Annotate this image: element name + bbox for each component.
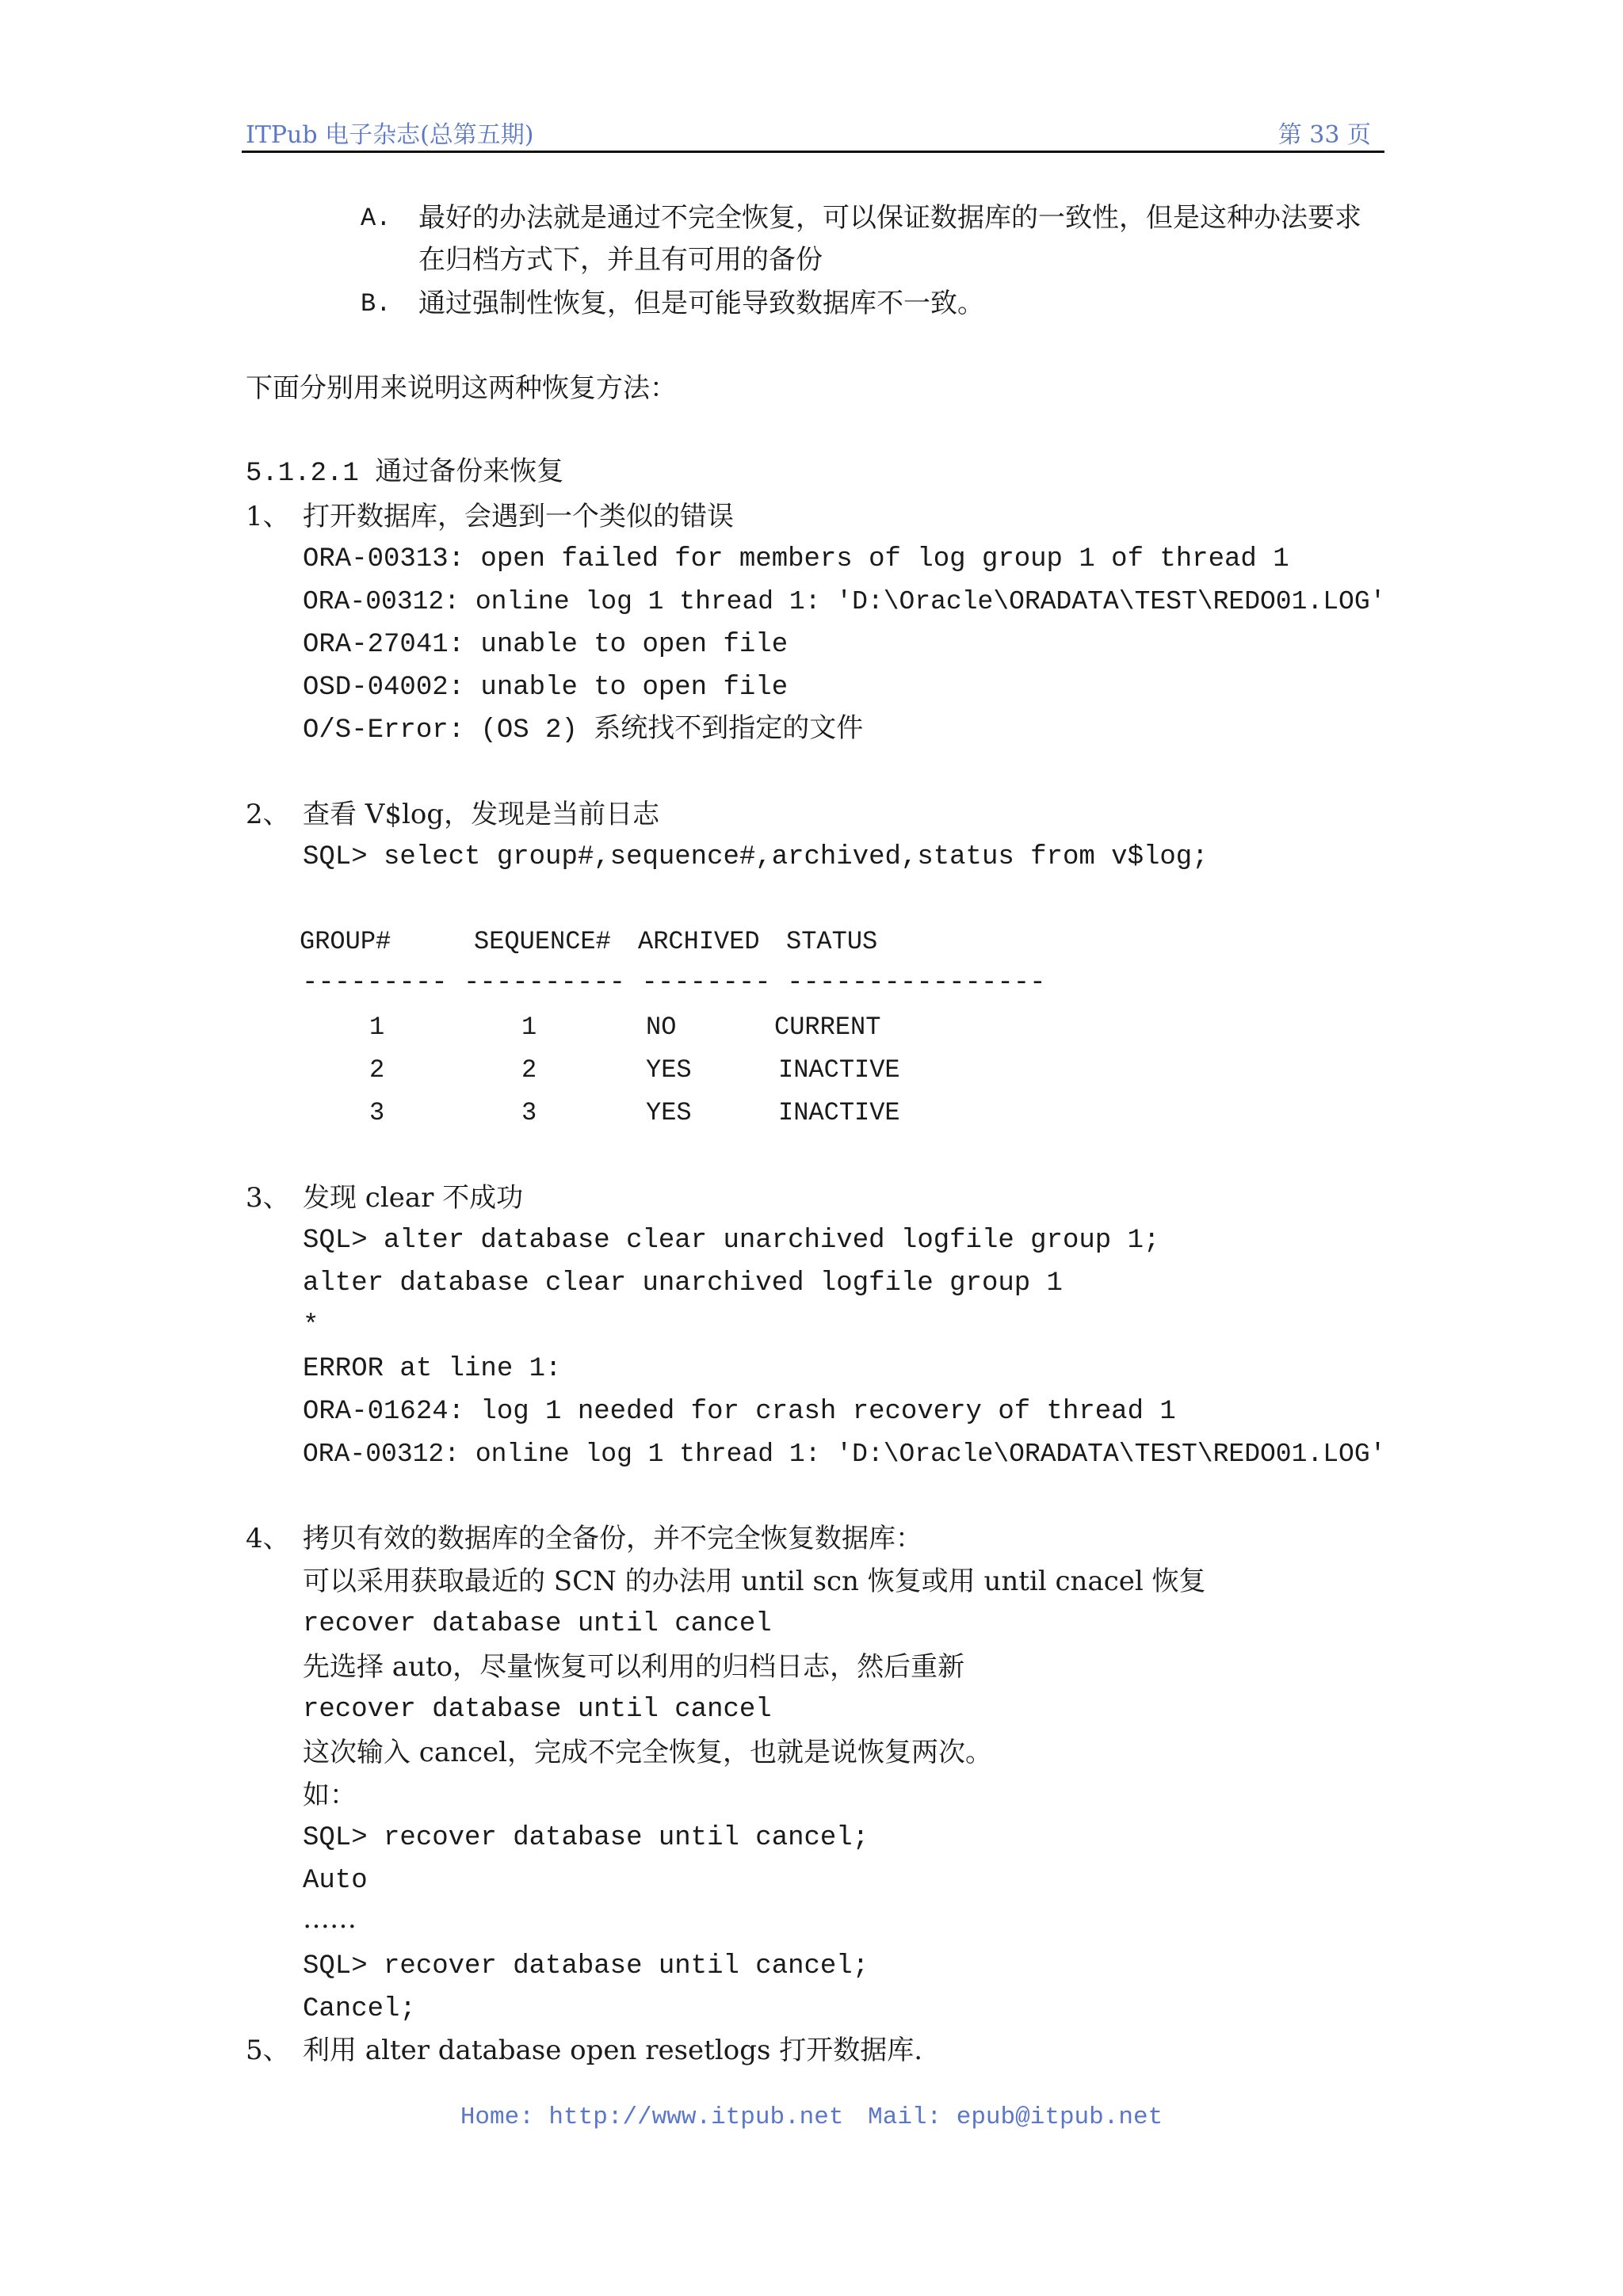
step3-line-2: alter database clear unarchived logfile group 1 xyxy=(303,1268,1063,1299)
table-cell: YES xyxy=(646,1098,692,1127)
step3-line-5: ORA-01624: log 1 needed for crash recovery of thread 1 xyxy=(303,1397,1176,1427)
option-b-mark: B. xyxy=(361,289,391,318)
table-header-status: STATUS xyxy=(786,927,878,956)
page-number: 第 33 页 xyxy=(1277,121,1371,149)
step1-error-5: O/S-Error: (OS 2) 系统找不到指定的文件 xyxy=(303,715,864,746)
step1-error-3: ORA-27041: unable to open file xyxy=(303,630,789,660)
table-cell: NO xyxy=(646,1013,677,1042)
step4-number: 4、 xyxy=(246,1523,290,1554)
header-title: ITPub 电子杂志(总第五期) xyxy=(246,121,534,149)
step1-error-4: OSD-04002: unable to open file xyxy=(303,673,789,703)
step5-number: 5、 xyxy=(246,2035,290,2066)
step3-number: 3、 xyxy=(246,1182,290,1214)
table-header-group: GROUP# xyxy=(300,927,391,956)
option-a-line1: 最好的办法就是通过不完全恢复，可以保证数据库的一致性，但是这种办法要求 xyxy=(418,202,1361,234)
step5-title: 利用 alter database open resetlogs 打开数据库. xyxy=(303,2035,923,2066)
step2-title: 查看 V$log，发现是当前日志 xyxy=(303,799,660,830)
table-cell: CURRENT xyxy=(774,1013,881,1042)
table-separator: --------- ---------- -------- ---------------- xyxy=(302,968,1046,998)
step4-line-7: SQL> recover database until cancel; xyxy=(303,1823,869,1853)
step4-line-11: Cancel; xyxy=(303,1994,416,2024)
step4-line-1: 可以采用获取最近的 SCN 的办法用 until scn 恢复或用 until cnacel 恢复 xyxy=(303,1566,1206,1597)
step3-line-1: SQL> alter database clear unarchived logfile group 1; xyxy=(303,1226,1160,1256)
table-cell: YES xyxy=(646,1055,692,1085)
step3-line-3: * xyxy=(303,1311,319,1341)
step4-line-6: 如： xyxy=(303,1779,357,1811)
option-b-line1: 通过强制性恢复，但是可能导致数据库不一致。 xyxy=(418,288,984,319)
table-header-archived: ARCHIVED xyxy=(638,927,760,956)
section-heading: 5.1.2.1 通过备份来恢复 xyxy=(246,459,564,489)
table-header-sequence: SEQUENCE# xyxy=(474,927,611,956)
footer xyxy=(0,2103,1623,2131)
step4-line-9: …… xyxy=(303,1903,357,1935)
step2-number: 2、 xyxy=(246,799,290,830)
step4-line-2: recover database until cancel xyxy=(303,1609,772,1639)
step3-line-6: ORA-00312: online log 1 thread 1: 'D:\Oracle\ORADATA\TEST\REDO01.LOG' xyxy=(303,1440,1386,1469)
step3-line-4: ERROR at line 1: xyxy=(303,1354,562,1384)
footer-mail-link[interactable]: Mail: epub@itpub.net xyxy=(868,2103,1163,2131)
table-cell: 3 xyxy=(521,1098,537,1127)
table-cell: 3 xyxy=(369,1098,385,1127)
footer-home-link[interactable]: Home: http://www.itpub.net xyxy=(460,2103,844,2131)
step1-title: 打开数据库，会遇到一个类似的错误 xyxy=(303,501,734,532)
intro-text: 下面分别用来说明这两种恢复方法： xyxy=(246,372,677,404)
option-a-mark: A. xyxy=(361,204,391,233)
header-rule xyxy=(242,151,1384,153)
step4-line-5: 这次输入 cancel，完成不完全恢复，也就是说恢复两次。 xyxy=(303,1737,993,1768)
table-cell: 2 xyxy=(521,1055,537,1085)
step4-title: 拷贝有效的数据库的全备份，并不完全恢复数据库： xyxy=(303,1523,922,1554)
step4-line-10: SQL> recover database until cancel; xyxy=(303,1951,869,1981)
table-cell: 1 xyxy=(369,1013,385,1042)
step3-title: 发现 clear 不成功 xyxy=(303,1182,524,1214)
step4-line-4: recover database until cancel xyxy=(303,1695,772,1725)
table-cell: INACTIVE xyxy=(778,1055,900,1085)
table-cell: 1 xyxy=(521,1013,537,1042)
step4-line-3: 先选择 auto，尽量恢复可以利用的归档日志，然后重新 xyxy=(303,1651,965,1683)
table-cell: 2 xyxy=(369,1055,385,1085)
step2-sql: SQL> select group#,sequence#,archived,status from v$log; xyxy=(303,842,1209,872)
step4-line-8: Auto xyxy=(303,1866,368,1896)
step1-number: 1、 xyxy=(246,501,290,532)
option-a-line2: 在归档方式下，并且有可用的备份 xyxy=(418,244,823,276)
table-cell: INACTIVE xyxy=(778,1098,900,1127)
step1-error-1: ORA-00313: open failed for members of log group 1 of thread 1 xyxy=(303,544,1289,574)
step1-error-2: ORA-00312: online log 1 thread 1: 'D:\Oracle\ORADATA\TEST\REDO01.LOG' xyxy=(303,587,1386,616)
